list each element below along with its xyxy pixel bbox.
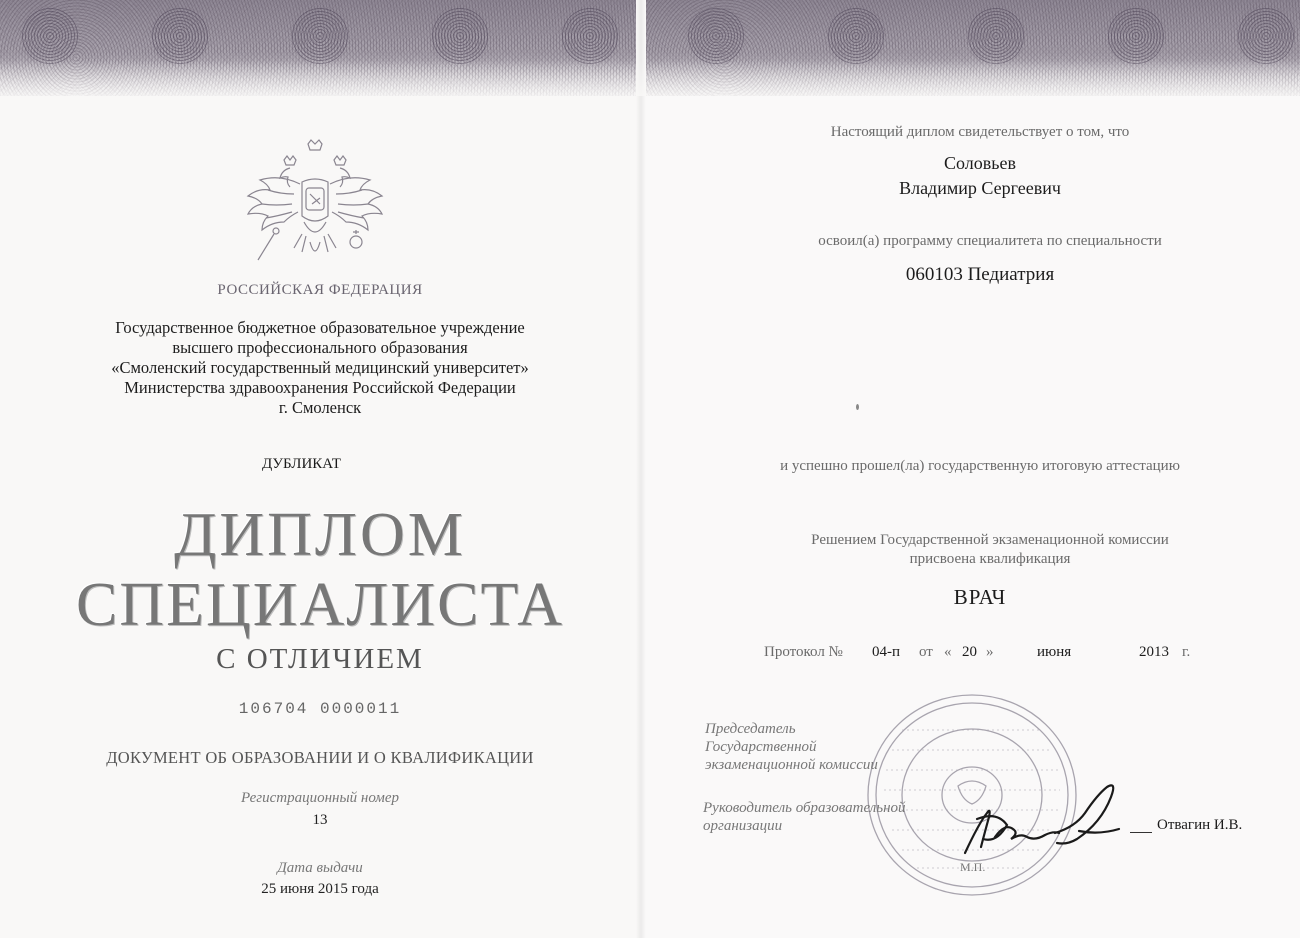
rosette-ornament <box>20 6 80 66</box>
country-name: РОССИЙСКАЯ ФЕДЕРАЦИЯ <box>217 282 423 298</box>
head-label-line: организации <box>703 818 783 834</box>
commission-decision <box>730 531 1250 569</box>
qualification: ВРАЧ <box>953 585 1007 609</box>
band-fade <box>0 60 1300 96</box>
rosette-ornament <box>560 6 620 66</box>
registration-number-label: Регистрационный номер <box>240 790 399 806</box>
rosette-ornament <box>686 6 746 66</box>
decision-line: присвоена квалификация <box>909 551 1071 567</box>
protocol-day: 20 <box>962 644 977 660</box>
protocol-number: 04-п <box>872 644 901 660</box>
protocol-year-suffix: г. <box>1182 644 1191 660</box>
institution-line: «Смоленский государственный медицинский университет» <box>111 358 529 377</box>
signer-name: Отвагин И.В. <box>1157 817 1243 833</box>
rosette-ornament <box>290 6 350 66</box>
chair-label-line: Председатель <box>705 721 796 737</box>
document-type: ДОКУМЕНТ ОБ ОБРАЗОВАНИИ И О КВАЛИФИКАЦИИ <box>106 748 534 767</box>
diploma-title-specialist: СПЕЦИАЛИСТА <box>75 571 565 639</box>
protocol-month: июня <box>1037 644 1072 660</box>
paper-speck <box>856 404 859 410</box>
institution-line: Государственное бюджетное образовательное учреждение <box>115 318 525 337</box>
signature-line <box>1130 832 1152 833</box>
protocol-label: Протокол № <box>764 644 843 660</box>
protocol-from-label: от <box>919 644 933 660</box>
commission-chair-label <box>705 720 935 774</box>
rosette-ornament <box>150 6 210 66</box>
rosette-ornament <box>1106 6 1166 66</box>
honors-subtitle: С ОТЛИЧИЕМ <box>216 643 424 675</box>
handwritten-signature-icon <box>955 775 1125 865</box>
program-text: освоил(а) программу специалитета по специальности <box>818 233 1162 249</box>
decision-line: Решением Государственной экзаменационной комиссии <box>811 532 1169 548</box>
graduate-given-names: Владимир Сергеевич <box>899 178 1061 198</box>
protocol-line <box>764 644 1224 668</box>
institution-line: высшего профессионального образования <box>172 338 468 357</box>
head-label-line: Руководитель образовательной <box>703 800 906 816</box>
attestation-text: и успешно прошел(ла) государственную итоговую аттестацию <box>780 458 1180 474</box>
chair-label-line: экзаменационной комиссии <box>705 757 878 773</box>
institution-name <box>60 318 580 418</box>
certification-intro: Настоящий диплом свидетельствует о том, что <box>830 124 1130 140</box>
rosette-ornament <box>966 6 1026 66</box>
diploma-title: ДИПЛОМ <box>174 501 466 569</box>
duplicate-label: ДУБЛИКАТ <box>262 456 341 472</box>
graduate-surname: Соловьев <box>944 153 1016 173</box>
protocol-open-quote: « <box>944 644 952 660</box>
protocol-year: 2013 <box>1139 644 1169 660</box>
institution-line: г. Смоленск <box>278 398 362 417</box>
chair-label-line: Государственной <box>705 739 817 755</box>
serial-number: 106704 0000011 <box>238 700 402 718</box>
specialty: 060103 Педиатрия <box>905 264 1055 285</box>
rosette-ornament <box>1236 6 1296 66</box>
rosette-ornament <box>430 6 490 66</box>
organization-head-label <box>703 799 943 835</box>
page-fold <box>636 0 646 938</box>
institution-line: Министерства здравоохранения Российской Федерации <box>124 378 516 397</box>
rosette-ornament <box>826 6 886 66</box>
seal-place-label: М.П. <box>960 860 986 874</box>
issue-date: 25 июня 2015 года <box>261 881 379 897</box>
double-headed-eagle-emblem-icon <box>240 138 390 278</box>
protocol-close-quote: » <box>986 644 994 660</box>
issue-date-label: Дата выдачи <box>277 860 363 876</box>
registration-number: 13 <box>312 812 328 828</box>
